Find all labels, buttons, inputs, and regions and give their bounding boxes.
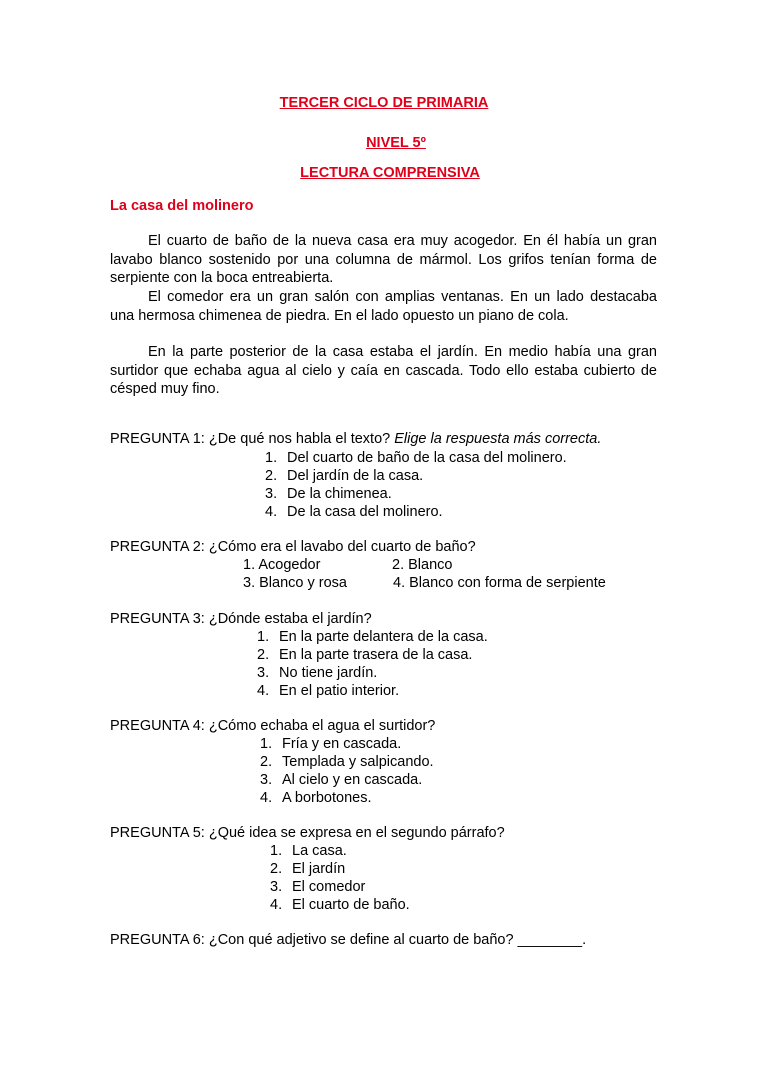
q5-option-3: 3. El comedor [270, 879, 366, 895]
question-1 [110, 430, 601, 448]
question-label: PREGUNTA 1: [110, 431, 205, 447]
header-level: NIVEL 5º [366, 135, 426, 151]
question-label: PREGUNTA 3: [110, 611, 205, 627]
q1-option-3: 3. De la chimenea. [265, 486, 392, 502]
question-label: PREGUNTA 5: [110, 825, 205, 841]
q2-option-3: 3. Blanco y rosa [243, 575, 347, 591]
header-cycle: TERCER CICLO DE PRIMARIA [279, 95, 489, 111]
q3-option-2: 2. En la parte trasera de la casa. [257, 647, 473, 663]
question-3 [110, 610, 372, 628]
q4-option-4: 4. A borbotones. [260, 790, 372, 806]
question-label: PREGUNTA 6: [110, 932, 205, 948]
q4-option-2: 2. Templada y salpicando. [260, 754, 434, 770]
question-4 [110, 717, 435, 735]
q3-option-4: 4. En el patio interior. [257, 683, 400, 699]
question-label: PREGUNTA 4: [110, 718, 205, 734]
question-label: PREGUNTA 2: [110, 539, 205, 555]
q3-option-1: 1. En la parte delantera de la casa. [257, 629, 488, 645]
q5-option-2: 2. El jardín [270, 861, 346, 877]
question-6 [110, 931, 586, 949]
q2-option-4: 4. Blanco con forma de serpiente [393, 575, 606, 591]
q3-option-3: 3. No tiene jardín. [257, 665, 378, 681]
question-text: ¿Qué idea se expresa en el segundo párrafo? [208, 825, 505, 841]
q4-option-1: 1. Fría y en cascada. [260, 736, 402, 752]
q2-option-2: 2. Blanco [392, 557, 453, 573]
q1-option-1: 1. Del cuarto de baño de la casa del molinero. [265, 450, 567, 466]
q1-option-2: 2. Del jardín de la casa. [265, 468, 424, 484]
reading-title: La casa del molinero [110, 198, 254, 214]
paragraph-3: En la parte posterior de la casa estaba el jardín. En medio había una gran surtidor que echaba agua al cielo y caía en cascada. Todo ello estaba cubierto de césped muy fino. [110, 344, 657, 398]
question-2 [110, 538, 476, 556]
q1-option-4: 4. De la casa del molinero. [265, 504, 443, 520]
paragraph-1: El cuarto de baño de la nueva casa era muy acogedor. En él había un gran lavabo blanco sostenido por una columna de mármol. Los grifos tenían forma de serpiente con la boca entreabierta. [110, 233, 657, 287]
question-text: ¿Dónde estaba el jardín? [208, 611, 372, 627]
question-text: ¿Con qué adjetivo se define al cuarto de baño? ________. [208, 932, 587, 948]
question-text: ¿Cómo era el lavabo del cuarto de baño? [208, 539, 476, 555]
question-text: ¿De qué nos habla el texto? [208, 431, 391, 447]
q4-option-3: 3. Al cielo y en cascada. [260, 772, 423, 788]
question-instruction: Elige la respuesta más correcta. [394, 431, 602, 447]
q5-option-4: 4. El cuarto de baño. [270, 897, 410, 913]
header-reading: LECTURA COMPRENSIVA [300, 165, 480, 181]
question-5 [110, 824, 505, 842]
question-text: ¿Cómo echaba el agua el surtidor? [208, 718, 436, 734]
q5-option-1: 1. La casa. [270, 843, 347, 859]
paragraph-2: El comedor era un gran salón con amplias ventanas. En un lado destacaba una hermosa chimenea de piedra. En el lado opuesto un piano de cola. [110, 289, 657, 324]
q2-option-1: 1. Acogedor [243, 557, 321, 573]
